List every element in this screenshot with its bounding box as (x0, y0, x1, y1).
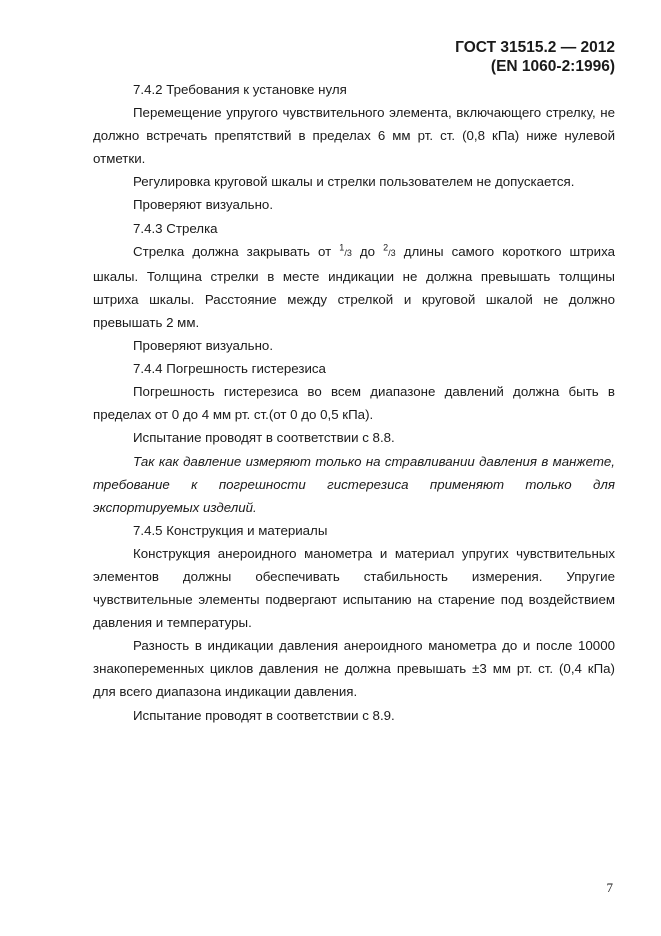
standard-number: ГОСТ 31515.2 — 2012 (455, 39, 615, 56)
paragraph-pointer: Стрелка должна закрывать от $^1$/3 до $^2$/3 длины самого короткого штриха шкалы. Толщина стрелки в месте индикации не должна превышать толщины штриха шкалы. Расстояние между стрелкой и круговой шкалой не должно превышать 2 мм. (93, 242, 615, 330)
document-header (455, 38, 615, 76)
paragraph: Проверяют визуально. (133, 338, 274, 354)
paragraph: Регулировка круговой шкалы и стрелки пользователем не допускается. (133, 174, 575, 190)
paragraph: Конструкция анероидного манометра и материал упругих чувствительных элементов должны обеспечивать стабильность измерения. Упругие чувствительные элементы подвергают испытанию на старение под воздействием давления и температуры. (93, 545, 615, 631)
paragraph: Проверяют визуально. (133, 197, 274, 213)
section-heading-7-4-4: 7.4.4 Погрешность гистерезиса (133, 361, 326, 377)
paragraph: Перемещение упругого чувствительного элемента, включающего стрелку, не должно встречать препятствий в пределах 6 мм рт. ст. (0,8 кПа) ниже нулевой отметки. (93, 105, 615, 167)
section-heading-7-4-5: 7.4.5 Конструкция и материалы (133, 522, 328, 538)
page-number: 7 (606, 880, 613, 895)
paragraph: Испытание проводят в соответствии с 8.8. (133, 430, 395, 446)
paragraph: Погрешность гистерезиса во всем диапазоне давлений должна быть в пределах от 0 до 4 мм рт. ст.(от 0 до 0,5 кПа). (93, 384, 615, 423)
section-heading-7-4-3: 7.4.3 Стрелка (133, 220, 218, 236)
en-reference: (EN 1060-2:1996) (490, 58, 615, 75)
paragraph: Разность в индикации давления анероидного манометра до и после 10000 знакопеременных циклов давления не должна превышать ±3 мм рт. ст. (0,4 кПа) для всего диапазона индикации давления. (93, 638, 615, 700)
italic-note: Так как давление измеряют только на стравливании давления в манжете, требование к погрешности гистерезиса применяют только для экспортируемых изделий. (93, 453, 615, 515)
document-body (93, 78, 615, 727)
section-heading-7-4-2: 7.4.2 Требования к установке нуля (133, 82, 347, 97)
paragraph: Испытание проводят в соответствии с 8.9. (133, 707, 395, 723)
